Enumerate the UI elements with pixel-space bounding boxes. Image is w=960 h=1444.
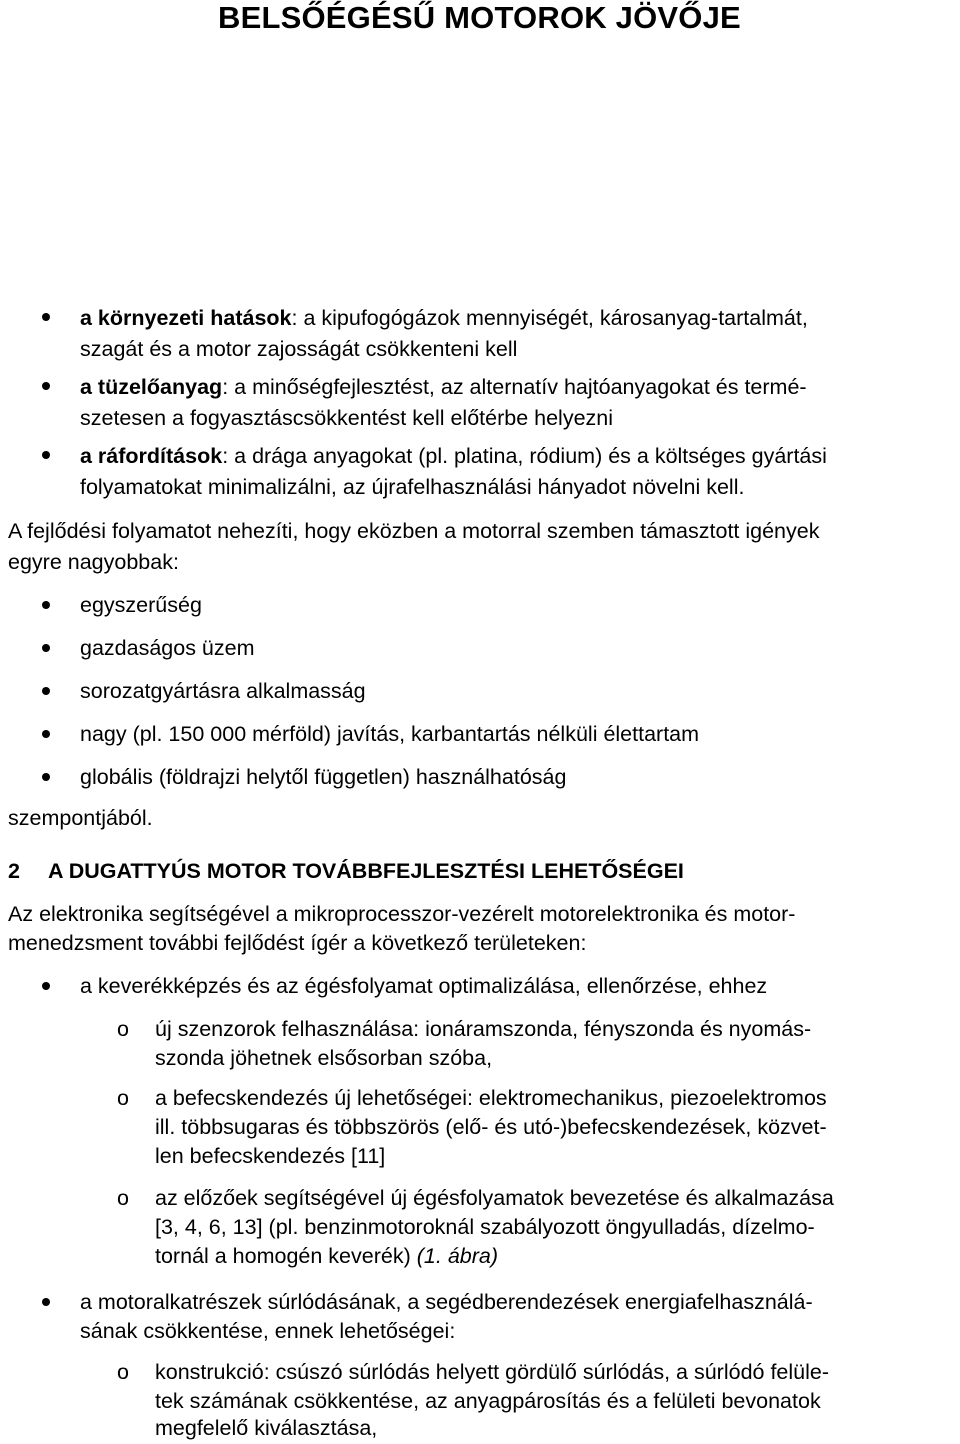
goal-keyword: a ráfordítások xyxy=(80,444,223,468)
section-heading xyxy=(8,856,684,887)
sub-list-item: konstrukció: csúszó súrlódás helyett gördülő súrlódás, a súrlódó felüle- xyxy=(155,1360,830,1384)
bullet-icon xyxy=(42,644,50,652)
sub-bullet-marker: o xyxy=(117,1360,129,1384)
section-title: A DUGATTYÚS MOTOR TOVÁBBFEJLESZTÉSI LEHETŐSÉGEI xyxy=(48,859,684,883)
sub-list-item-continuation: szonda jöhetnek elsősorban szóba, xyxy=(155,1046,493,1070)
bullet-icon xyxy=(42,1298,50,1306)
sub-list-item-continuation xyxy=(155,1241,498,1272)
sub-list-item-continuation: len befecskendezés [11] xyxy=(155,1144,386,1168)
list-item: sorozatgyártásra alkalmasság xyxy=(80,679,366,703)
section-number: 2 xyxy=(8,859,20,883)
figure-reference: (1. ábra) xyxy=(416,1244,499,1268)
list-item: a keverékképzés és az égésfolyamat optimalizálása, ellenőrzése, ehhez xyxy=(80,974,768,998)
sub-bullet-marker: o xyxy=(117,1186,129,1210)
paragraph-line: szempontjából. xyxy=(8,806,153,830)
paragraph-line: Az elektronika segítségével a mikroprocesszor-vezérelt motorelektronika és motor- xyxy=(8,902,796,926)
sub-bullet-marker: o xyxy=(117,1086,129,1110)
goal-text: : a drága anyagokat (pl. platina, ródium) és a költséges gyártási xyxy=(222,444,827,468)
bullet-icon xyxy=(42,773,50,781)
goal-text: : a minőségfejlesztést, az alternatív hajtóanyagokat és termé- xyxy=(222,375,807,399)
list-item: egyszerűség xyxy=(80,593,202,617)
goal-keyword: a környezeti hatások xyxy=(80,306,292,330)
bullet-icon xyxy=(42,313,50,321)
bullet-icon xyxy=(42,601,50,609)
list-item: globális (földrajzi helytől független) használhatóság xyxy=(80,765,567,789)
bullet-icon xyxy=(42,982,50,990)
list-item: gazdaságos üzem xyxy=(80,636,255,660)
bullet-icon xyxy=(42,730,50,738)
goal-text: : a kipufogógázok mennyiségét, károsanyag-tartalmát, xyxy=(291,306,808,330)
list-item-continuation: folyamatokat minimalizálni, az újrafelhasználási hányadot növelni kell. xyxy=(80,475,745,499)
bullet-icon xyxy=(42,382,50,390)
sub-bullet-marker: o xyxy=(117,1017,129,1041)
sub-list-item: az előzőek segítségével új égésfolyamatok bevezetése és alkalmazása xyxy=(155,1186,834,1210)
list-item: a motoralkatrészek súrlódásának, a segédberendezések energiafelhasználá- xyxy=(80,1290,813,1314)
list-item xyxy=(80,441,827,472)
sub-list-item-continuation: ill. többsugaras és többszörös (elő- és utó-)befecskendezések, közvet- xyxy=(155,1115,827,1139)
sub-list-item: új szenzorok felhasználása: ionáramszonda, fényszonda és nyomás- xyxy=(155,1017,812,1041)
paragraph-line: menedzsment további fejlődést ígér a következő területeken: xyxy=(8,931,587,955)
goal-keyword: a tüzelőanyag xyxy=(80,375,223,399)
list-item-continuation: szetesen a fogyasztáscsökkentést kell előtérbe helyezni xyxy=(80,406,614,430)
list-item xyxy=(80,372,807,403)
list-item-continuation: szagát és a motor zajosságát csökkenteni kell xyxy=(80,337,518,361)
sub-item-text: tornál a homogén keverék) xyxy=(155,1244,411,1268)
bullet-icon xyxy=(42,687,50,695)
paragraph-line: A fejlődési folyamatot nehezíti, hogy eközben a motorral szemben támasztott igények xyxy=(8,519,820,543)
list-item-continuation: sának csökkentése, ennek lehetőségei: xyxy=(80,1319,456,1343)
sub-list-item-continuation: [3, 4, 6, 13] (pl. benzinmotoroknál szabályozott öngyulladás, dízelmo- xyxy=(155,1215,815,1239)
sub-list-item: a befecskendezés új lehetőségei: elektromechanikus, piezoelektromos xyxy=(155,1086,827,1110)
list-item xyxy=(80,303,808,334)
document-title: BELSŐÉGÉSŰ MOTOROK JÖVŐJE xyxy=(218,0,741,35)
bullet-icon xyxy=(42,451,50,459)
list-item: nagy (pl. 150 000 mérföld) javítás, karbantartás nélküli élettartam xyxy=(80,722,700,746)
sub-list-item-continuation: megfelelő kiválasztása, xyxy=(155,1416,378,1440)
paragraph-line: egyre nagyobbak: xyxy=(8,550,179,574)
sub-list-item-continuation: tek számának csökkentése, az anyagpárosítás és a felületi bevonatok xyxy=(155,1389,821,1413)
